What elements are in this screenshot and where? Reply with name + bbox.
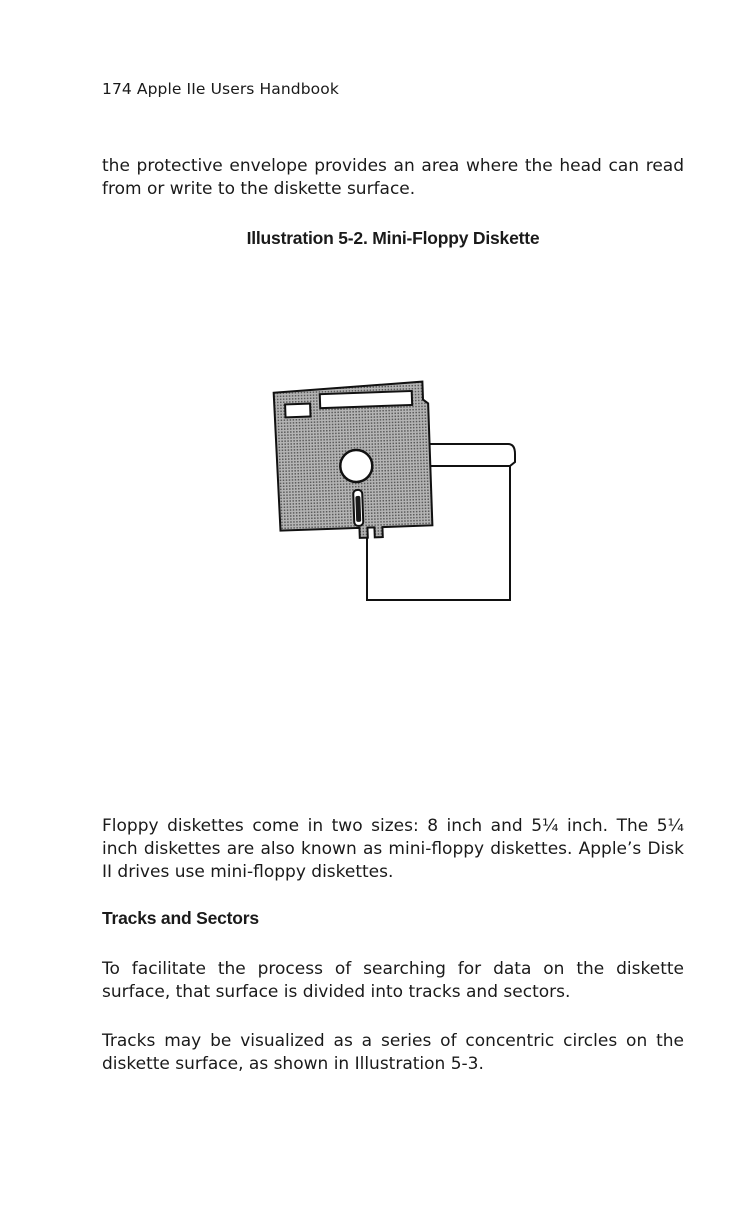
hub-hole — [340, 449, 373, 482]
tracks-sectors-paragraph: To facilitate the process of searching for data on the diskette surface, that surface is divided into tracks and sectors. — [102, 959, 684, 1002]
diskette-body — [273, 381, 432, 540]
mini-floppy-diskette-illustration — [270, 378, 520, 608]
diskette-sizes-paragraph: Floppy diskettes come in two sizes: 8 inch and 5¼ inch. The 5¼ inch diskettes are also known as mini-floppy diskettes. Apple’s Disk II drives use mini-floppy diskettes. — [102, 816, 684, 882]
section-heading: Tracks and Sectors — [102, 908, 259, 928]
page-header: 174 Apple IIe Users Handbook — [102, 80, 339, 98]
label-area — [320, 391, 412, 408]
tracks-visualized-paragraph: Tracks may be visualized as a series of concentric circles on the diskette surface, as shown in Illustration 5-3. — [102, 1031, 684, 1074]
diskette-drawing — [270, 378, 520, 608]
intro-paragraph: the protective envelope provides an area where the head can read from or write to the diskette surface. — [102, 156, 684, 199]
figure-caption: Illustration 5-2. Mini-Floppy Diskette — [246, 228, 540, 248]
write-protect-notch — [285, 404, 310, 418]
